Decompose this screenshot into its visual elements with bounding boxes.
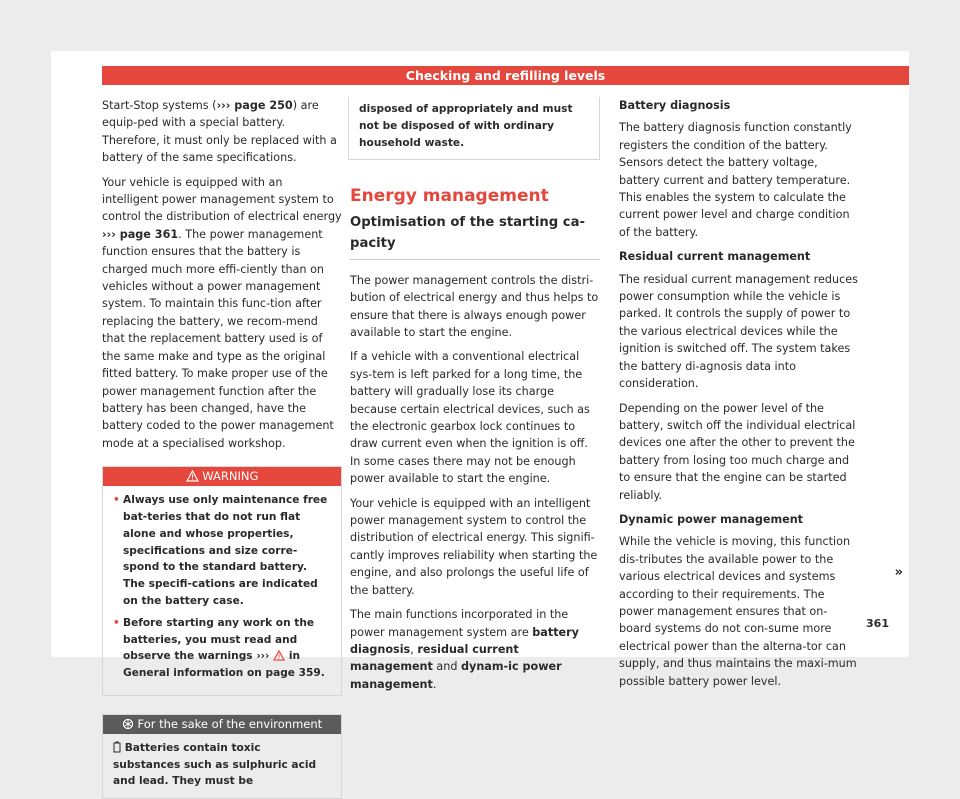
environment-box [102,714,342,799]
column-right [619,97,859,697]
page-ref-arrow[interactable]: ››› [102,227,116,241]
warning-title: WARNING [202,469,259,484]
paragraph: While the vehicle is moving, this function dis-tributes the available power to the various electrical devices and systems according to their requirements. The power management ensures that on-board systems do not con-sume more electrical power than the alterna-tor can supply, and thus maintains the maxi-mum possible battery power level. [619,535,857,688]
paragraph: If a vehicle with a conventional electrical sys-tem is left parked for a long time, the battery will gradually lose its charge because certain electrical devices, such as the electronic gearbox lock continues to draw current even when the ignition is off. In some cases there may not be enough power available to start the engine. [350,350,590,486]
continued-mark: » [894,565,903,580]
warning-body [103,486,341,695]
paragraph: The battery diagnosis function constantly registers the condition of the battery. Sensors detect the battery voltage, battery current and battery temperature. This enables the system to calculate the current power level and charge condition of the battery. [619,121,852,239]
subsection-title: Optimisation of the starting ca-pacity [350,212,600,260]
bullet-icon: • [113,494,120,507]
warning-triangle-icon [273,650,285,662]
page-ref-arrow[interactable]: ››› [256,650,270,663]
bullet-icon: • [113,616,120,629]
page-ref-link[interactable]: page 250 [230,99,293,112]
environment-title: For the sake of the environment [137,716,323,731]
warning-header [103,467,341,486]
section-header-title: Checking and refilling levels [405,68,606,83]
warning-item: • Always use only maintenance free bat-teries that do not run flat alone and whose properties, specifications and size corre-spond to the standard battery. The specifi-cations are indicated on the battery case. [113,492,331,610]
section-title: Energy management [350,186,549,207]
heading-battery-diagnosis: Battery diagnosis [619,99,731,112]
warning-ref-link[interactable]: in General information on page 359. [123,650,325,680]
manual-page [51,51,909,788]
column-middle [350,97,600,700]
heading-residual-current: Residual current management [619,250,811,264]
warning-triangle-icon [186,469,203,483]
paragraph-power-management: Your vehicle is equipped with an intelligent power management system to control the distribution of electrical energy ››› page 361. The power management function ensures that the battery is charged much more effi-ciently than on vehicles without a power management system. To maintain this func-tion after replacing the battery, we recom-mend that the replacement battery used is of the same make and type as the original fitted battery. To make proper use of the power management function after the battery has been changed, have the battery coded to the power management mode at a specialised workshop. [102,175,342,450]
paragraph-start-stop: Start-Stop systems (››› page 250) are equip-ped with a special battery. Therefore, it must only be replaced with a battery of the same specifications. [102,99,337,165]
warning-item: • Before starting any work on the batteries, you must read and observe the warnings ››› in General information on page 359. [113,615,331,682]
environment-body: Batteries contain toxic substances such as sulphuric acid and lead. They must be [113,741,317,788]
paragraph: The residual current management reduces power consumption while the vehicle is parked. It controls the supply of power to the various electrical devices while the ignition is switched off. The system takes the battery di-agnosis data into consideration. [619,272,858,391]
paragraph: Your vehicle is equipped with an intelligent power management system to control the distribution of electrical energy. This signifi-cantly improves reliability when starting the engine, and also prolongs the useful life of the battery. [350,496,598,597]
environment-header [103,715,341,734]
page-number: 361 [866,617,889,630]
heading-dynamic-power: Dynamic power management [619,512,804,526]
page-ref-arrow[interactable]: ››› [216,99,231,112]
paragraph: Depending on the power level of the battery, switch off the individual electrical devices one after the other to prevent the battery from losing too much charge and to ensure that the engine can be started reliably. [619,401,856,502]
page-ref-link[interactable]: page 361 [115,227,179,241]
leaf-icon [122,717,138,731]
column-left [102,97,342,799]
warning-box [102,466,342,696]
paragraph-main-functions: The main functions incorporated in the power management system are battery diagnosis, residual current management and dynam-ic power management. [350,608,579,691]
battery-icon [113,742,125,754]
paragraph: The power management controls the distri-bution of electrical energy and thus helps to ensure that there is always enough power available to start the engine. [350,273,599,340]
section-header-bar [102,66,909,85]
environment-box-continued: disposed of appropriately and must not be disposed of with ordinary household waste. [348,97,600,160]
